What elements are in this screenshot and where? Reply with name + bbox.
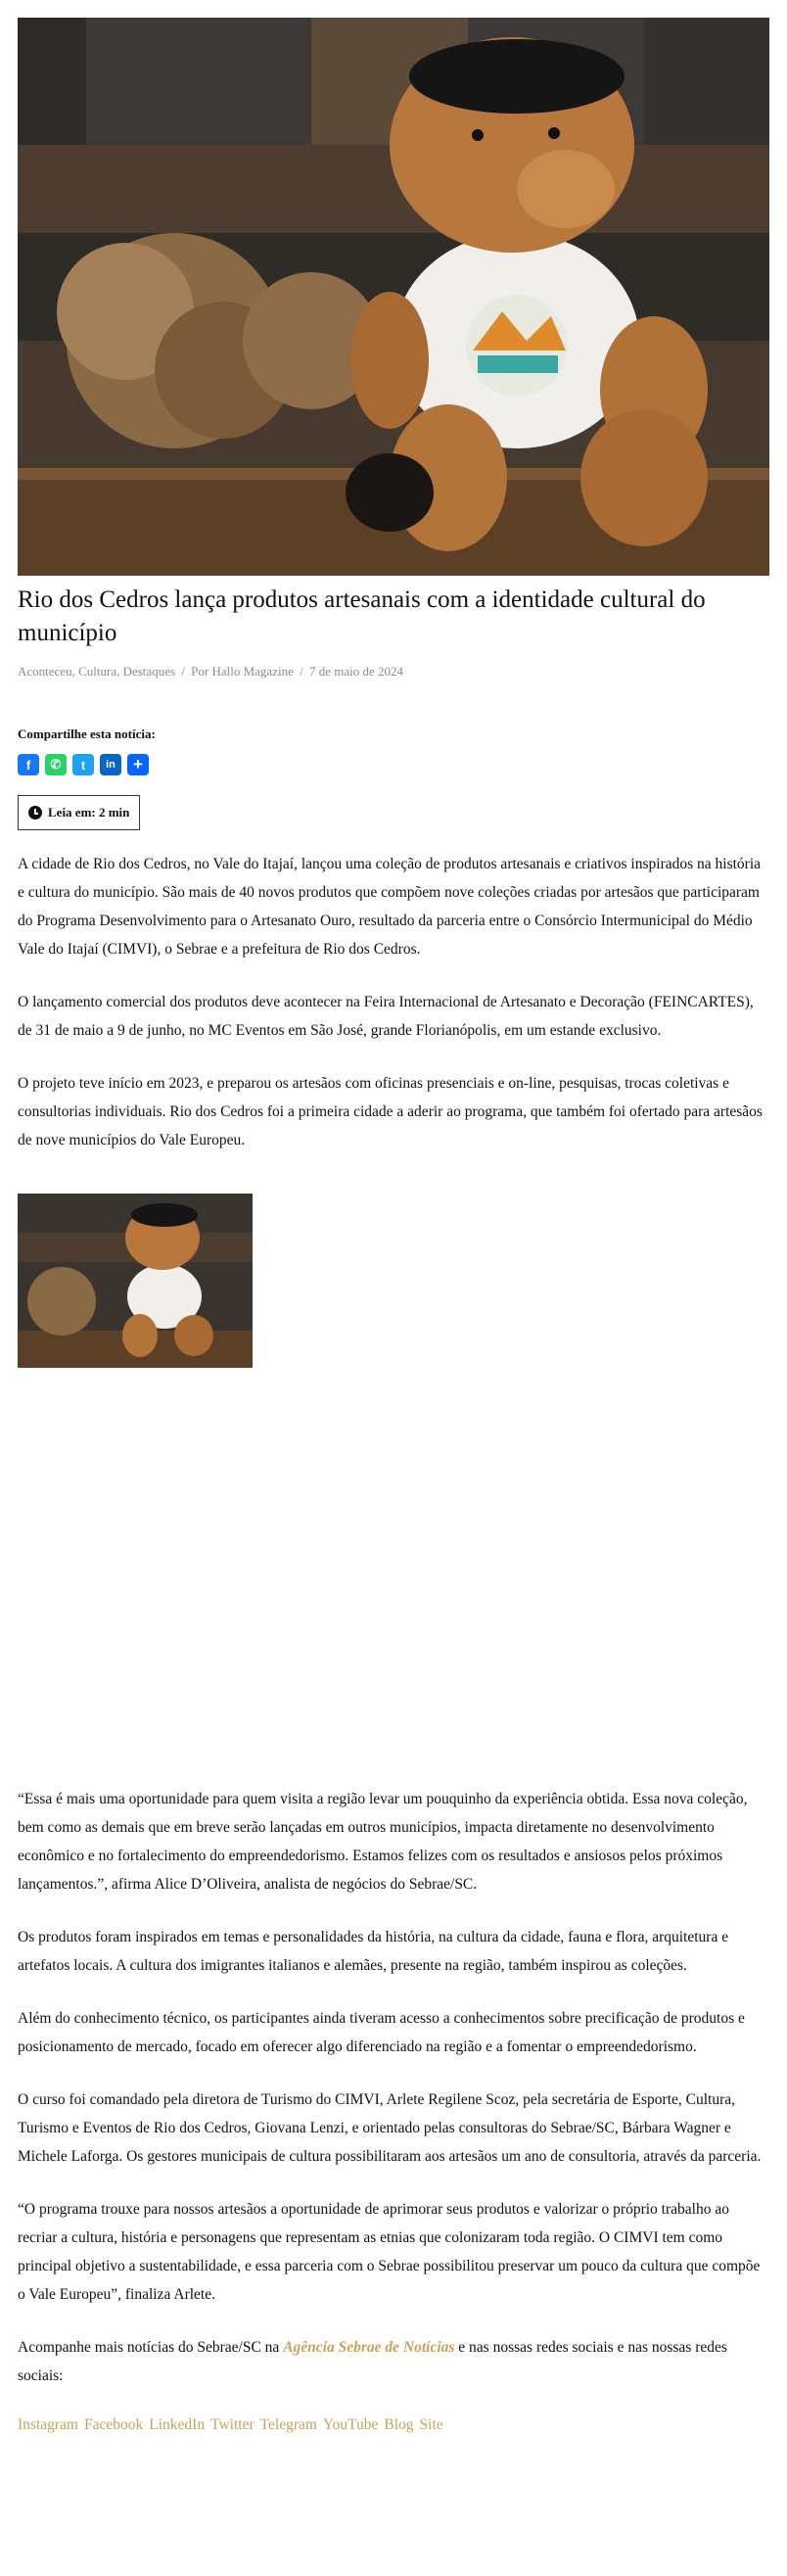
share-buttons — [18, 754, 769, 775]
follow-text: Acompanhe mais notícias do Sebrae/SC na — [18, 2339, 284, 2356]
social-link-blog[interactable]: Blog — [384, 2416, 414, 2433]
body-paragraph: O lançamento comercial dos produtos deve acontecer na Feira Internacional de Artesanato e Decoração (FEINCARTES), de 31 de maio a 9 de junho, no MC Eventos em São José, grande Florianópolis, em um estande exclusivo. — [18, 994, 754, 1039]
body-paragraph: O curso foi comandado pela diretora de Turismo do CIMVI, Arlete Regilene Scoz, pela secretária de Esporte, Cultura, Turismo e Eventos de Rio dos Cedros, Giovana Lenzi, e orientado pelas consultoras do Sebrae/SC, Bárbara Wagner e Michele Laforga. Os gestores municipais de cultura possibilitaram aos artesãos um ano de consultoria, através da parceria. — [18, 2091, 762, 2165]
facebook-icon[interactable]: f — [18, 754, 39, 775]
social-link-site[interactable]: Site — [419, 2416, 443, 2433]
body-paragraph: A cidade de Rio dos Cedros, no Vale do Itajaí, lançou uma coleção de produtos artesanais e criativos inspirados na história e cultura do município. São mais de 40 novos produtos que compõem nove coleções criadas por artesãos que participaram do Programa Desenvolvimento para o Artesanato Ouro, resultado da parceria entre o Consórcio Intermunicipal do Médio Vale do Itajaí (CIMVI), o Sebrae e a prefeitura de Rio dos Cedros. — [18, 856, 762, 958]
social-link-youtube[interactable]: YouTube — [322, 2416, 379, 2433]
category-link[interactable]: Destaques — [122, 664, 176, 679]
article-meta: Aconteceu, Cultura, Destaques / Por Hallo Magazine / 7 de maio de 2024 — [18, 664, 404, 679]
social-link-facebook[interactable]: Facebook — [83, 2416, 144, 2433]
article — [18, 18, 769, 2434]
body-paragraph-follow — [18, 2333, 769, 2390]
linkedin-icon[interactable]: in — [100, 754, 121, 775]
body-paragraph: “O programa trouxe para nossos artesãos a oportunidade de aprimorar seus produtos e valorizar o próprio trabalho ao recriar a cultura, história e personagens que representam as etnias que colonizaram toda região. O CIMVI tem como principal objetivo a sustentabilidade, e essa parceria com o Sebrae possibilitou preservar um pouco da cultura que compõe o Vale Europeu”, finaliza Arlete. — [18, 2201, 761, 2303]
social-links — [18, 2416, 769, 2434]
share-label: Compartilhe esta notícia: — [18, 726, 156, 741]
social-link-instagram[interactable]: Instagram — [18, 2416, 78, 2433]
body-paragraph: O projeto teve início em 2023, e preparou os artesãos com oficinas presenciais e on-line, pesquisas, trocas coletivas e consultorias individuais. Rio dos Cedros foi a primeira cidade a aderir ao programa, que também foi ofertado para artesãos de nove municípios do Vale Europeu. — [18, 1075, 763, 1148]
clock-icon — [28, 806, 42, 820]
twitter-icon[interactable]: t — [72, 754, 94, 775]
article-title: Rio dos Cedros lança produtos artesanais com a identidade cultural do município — [18, 586, 706, 646]
share-plus-icon[interactable]: + — [127, 754, 149, 775]
body-paragraph: “Essa é mais uma oportunidade para quem visita a região levar um pouquinho da experiência obtida. Essa nova coleção, bem como as demais que em breve serão lançadas em outros municípios, impacta diretamente no desenvolvimento econômico e no fortalecimento do empreendedorismo. Estamos felizes com os resultados e ansiosos pelos próximos lançamentos.”, afirma Alice D’Oliveira, analista de negócios do Sebrae/SC. — [18, 1791, 748, 1893]
social-link-twitter[interactable]: Twitter — [210, 2416, 255, 2433]
follow-text-end: e nas nossas redes sociais e nas nossas redes sociais: — [18, 2339, 727, 2384]
body-paragraph: Além do conhecimento técnico, os participantes ainda tiveram acesso a conhecimentos sobre precificação de produtos e posicionamento de mercado, focado em oferecer algo diferenciado na região e a fomentar o empreendedorismo. — [18, 2010, 745, 2055]
body-paragraph: Os produtos foram inspirados em temas e personalidades da história, na cultura da cidade, fauna e flora, arquitetura e artefatos locais. A cultura dos imigrantes italianos e alemães, presente na região, também inspirou as coleções. — [18, 1929, 729, 1974]
category-link[interactable]: Cultura — [78, 664, 117, 679]
author-prefix: Por — [191, 664, 209, 679]
embed-placeholder — [18, 1368, 769, 1785]
read-time-badge — [18, 795, 140, 830]
read-time-label: Leia em: 2 min — [48, 805, 130, 820]
social-link-linkedin[interactable]: LinkedIn — [149, 2416, 206, 2433]
hero-image — [18, 18, 769, 576]
author-link[interactable]: Hallo Magazine — [211, 664, 294, 679]
article-date: 7 de maio de 2024 — [308, 664, 404, 679]
social-link-telegram[interactable]: Telegram — [259, 2416, 317, 2433]
category-link[interactable]: Aconteceu — [18, 664, 72, 679]
agencia-sebrae-link[interactable]: Agência Sebrae de Notícias — [283, 2339, 455, 2356]
article-thumbnail[interactable] — [18, 1194, 253, 1368]
whatsapp-icon[interactable]: ✆ — [45, 754, 67, 775]
